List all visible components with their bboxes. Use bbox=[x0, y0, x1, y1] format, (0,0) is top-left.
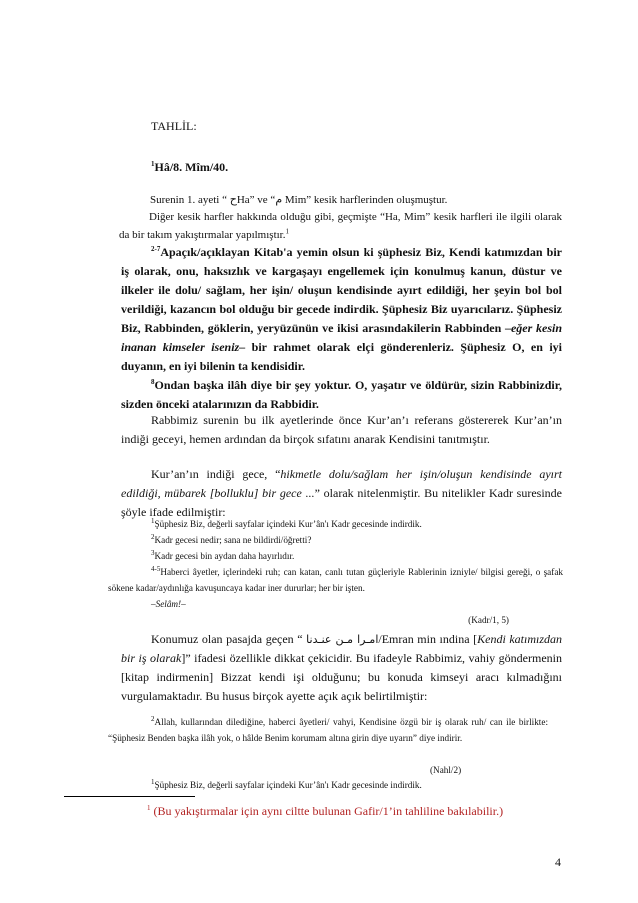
kadr-line-2: $^2$Kadr gecesi nedir; sana ne bildirdi/öğretti? bbox=[151, 532, 312, 545]
arabic-letter-mim: م bbox=[275, 193, 283, 206]
kadr-reference: (Kadr/1, 5) bbox=[468, 615, 509, 625]
kadr-line-4: $^{4-5}$Haberci âyetler, içlerindeki ruh; can katan, canlı tutan güçleriyle Rablerinin izniyle/ bilgisi gereği, o şafak sökene kadar/aydınlığa kavuşuncaya kadar iner dururlar; her bir işten. bbox=[108, 564, 563, 593]
nahl-quote: $^2$Allah, kullarından dilediğine, haberci âyetleri/ vahyi, Kendisine özgü bir iş olarak ruh/ can ile birlikte: “Şüphesiz Benden başka ilâh yok, o hâlde Benim korumam altına girin diye uyarın” diye indirir. bbox=[108, 714, 548, 743]
page-number: 4 bbox=[555, 855, 561, 869]
body-paragraph-1: Rabbimiz surenin bu ilk ayetlerinde önce Kur’an’ı referans göstererek Kur’an’ın indiği geceyi, hemen ardından da birçok sıfatını anarak Kendisini tanıtmıştır. bbox=[121, 413, 562, 446]
verses-block bbox=[121, 243, 562, 414]
kadr-line-5: –Selâm!– bbox=[151, 599, 186, 609]
verse-title bbox=[151, 158, 228, 177]
footnote bbox=[147, 803, 503, 819]
intro-paragraph-2: Diğer kesik harfler hakkında olduğu gibi, geçmişte “Ha, Mim” kesik harfleri ile ilgili olarak da bir takım yakıştırmalar yapılmıştır.$^1$ bbox=[119, 211, 562, 241]
footnote-text: (Bu yakıştırmalar için aynı ciltte bulunan Gafir/1’in tahliline bakılabilir.) bbox=[153, 804, 504, 818]
arabic-letter-ha: ح bbox=[229, 193, 237, 206]
footnote-divider bbox=[64, 796, 195, 797]
kadr-line-3: $^3$Kadr gecesi bin aydan daha hayırlıdır. bbox=[151, 548, 295, 561]
intro-paragraph-1: Surenin 1. ayeti “ حHa” ve “م Mim” kesik harflerinden oluşmuştur. bbox=[150, 193, 448, 206]
nahl-reference: (Nahl/2) bbox=[430, 765, 462, 775]
verse-2-7: $^{2-7}$Apaçık/açıklayan Kitab'a yemin olsun ki şüphesiz Biz, Kendi katımızdan bir iş olarak, onu, haksızlık ve kargaşayı engellemek için konulmuş kanun, düstur ve ilkeler ile dolu/ sağlam, her işin/ oluşun kendisinde ayırt edildiği, her şeyin bol bol verildiği, kazancın bol olduğu bir gecede indirdik. Şüphesiz Biz uyarıcılarız. Şüphesiz Biz, Rabbinden, göklerin, yeryüzünün ve ikisi arasındakilerin Rabbinden –eğer kesin inanan kimseler iseniz– bir rahmet olarak elçi gönderenleriz. Şüphesiz O, en iyi duyanın, en iyi bilenin ta kendisidir. bbox=[121, 245, 563, 373]
section-heading: TAHLİL: bbox=[151, 119, 197, 133]
verse-8: $^8$Ondan başka ilâh diye bir şey yoktur. O, yaşatır ve öldürür, sizin Rabbinizdir, sizden önceki atalarınızın da Rabbidir. bbox=[121, 378, 562, 411]
body-paragraph-3: Konumuz olan pasajda geçen “ امـرا مـن عنـدنا/Emran min ındina [Kendi katımızdan bir iş olarak]” ifadesi özellikle dikkat çekicidir. Bu ifadeyle Rabbimiz, vahiy göndermenin [kitap indirmenin] Bizzat kendi işi olduğunu; bu konuda kimseyi aracı kılmadığını vurgulamaktadır. Bu husus birçok ayette açık açık belirtilmiştir: bbox=[121, 632, 563, 703]
body-paragraph-2: Kur’an’ın indiği gece, “hikmetle dolu/sağlam her işin/oluşun kendisinde ayırt edildiği, mübarek [bolluklu] bir gece ...” olarak nitelenmiştir. Bu nitelikler Kadr suresinde şöyle ifade edilmiştir: bbox=[121, 467, 563, 519]
arabic-phrase: امـرا مـن عنـدنا bbox=[306, 633, 379, 646]
verse-title-text: Hâ/8. Mîm/40. bbox=[154, 160, 229, 174]
footnote-number: 1 bbox=[147, 804, 151, 812]
footnote-ref: 1 bbox=[285, 227, 289, 236]
kadr-line-1: $^1$Şüphesiz Biz, değerli sayfalar içindeki Kur’ân'ı Kadr gecesinde indirdik. bbox=[151, 516, 422, 529]
kadr-quote bbox=[108, 516, 563, 628]
verse-number: 1 bbox=[151, 160, 155, 168]
kadr-repeat: $^1$Şüphesiz Biz, değerli sayfalar içindeki Kur’ân'ı Kadr gecesinde indirdik. bbox=[151, 777, 422, 790]
